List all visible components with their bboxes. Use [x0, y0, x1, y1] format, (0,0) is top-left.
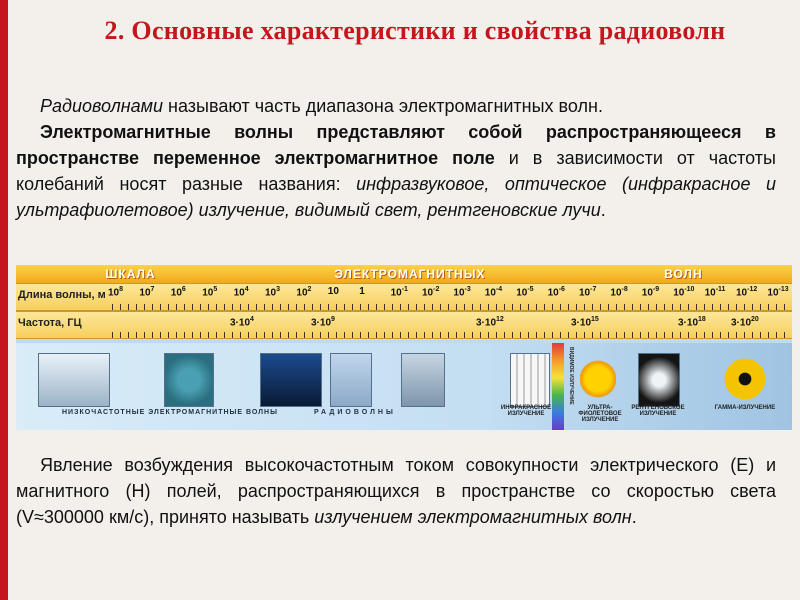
- wavelength-ticks: [112, 304, 792, 310]
- wavelength-tick-label: $10^3$: [265, 286, 281, 299]
- wavelength-tick-label: $10^6$: [170, 286, 186, 299]
- wavelength-tick-label: $10^{-9}$: [641, 286, 660, 299]
- wavelength-tick-label: $10^{-5}$: [516, 286, 534, 299]
- header-word-3: ВОЛН: [664, 267, 703, 281]
- frequency-tick-label: $3\cdot 10^{12}$: [476, 316, 504, 329]
- wavelength-tick-label: $10^5$: [202, 286, 218, 299]
- band-radio-label: РАДИОВОЛНЫ: [314, 409, 396, 416]
- xray-image: [638, 353, 680, 407]
- wavelength-tick-label: $10^2$: [296, 286, 312, 299]
- heater-image: [510, 353, 550, 407]
- wavelength-tick-label: $10^{-2}$: [422, 286, 440, 299]
- tower-image: [330, 353, 372, 407]
- wavelength-tick-label: 1: [359, 286, 365, 297]
- frequency-ticks: [112, 332, 792, 338]
- tv-image: [260, 353, 322, 407]
- frequency-tick-label: $3\cdot 10^{15}$: [571, 316, 599, 329]
- radiation-types: инфразвуковое, оптическое (инфракрасное и ультрафиолетовое) излучение, видимый свет, рентгеновские лучи: [16, 174, 776, 220]
- accent-bar: [0, 0, 8, 600]
- wavelength-tick-label: $10^{-1}$: [390, 286, 408, 299]
- intro-paragraph: Радиоволнами называют часть диапазона электромагнитных волн. Электромагнитные волны представляют собой распространяющееся в пространстве переменное электромагнитное поле и в зависимости от частоты колебаний носят разные названия: инфразвуковое, оптическое (инфракрасное и ультрафиолетовое) излучение, видимый свет, рентгеновские лучи.: [16, 96, 776, 220]
- electromagnetic-spectrum-scale: [16, 265, 792, 430]
- uv-caption: УЛЬТРА-ФИОЛЕТОВОЕ ИЗЛУЧЕНИЕ: [578, 405, 622, 423]
- frequency-tick-label: $3\cdot 10^4$: [230, 316, 254, 329]
- wavelength-tick-label: $10^{-11}$: [704, 286, 726, 299]
- sun-image: [580, 353, 616, 405]
- gamma-caption: ГАММА-ИЗЛУЧЕНИЕ: [714, 405, 776, 411]
- wavelength-tick-label: $10^{-4}$: [484, 286, 503, 299]
- wavelength-tick-label: $10^{-3}$: [453, 286, 471, 299]
- wavelength-tick-label: $10^{-13}$: [767, 286, 789, 299]
- wavelength-row: [16, 283, 792, 311]
- wavelength-tick-label: $10^{-7}$: [579, 286, 597, 299]
- wavelength-tick-label: $10^{-8}$: [610, 286, 628, 299]
- wavelength-tick-label: $10^4$: [233, 286, 249, 299]
- closing-emphasis: излучением электромагнитных волн: [314, 507, 632, 527]
- frequency-tick-label: $3\cdot 10^{20}$: [731, 316, 759, 329]
- wavelength-tick-label: $10^{-6}$: [547, 286, 565, 299]
- wavelength-tick-label: $10^{-10}$: [673, 286, 695, 299]
- header-word-2: ЭЛЕКТРОМАГНИТНЫХ: [334, 267, 486, 281]
- frequency-tick-label: $3\cdot 10^9$: [311, 316, 335, 329]
- header-word-1: ШКАЛА: [105, 267, 156, 281]
- scale-header: [16, 265, 792, 283]
- xray-caption: РЕНТГЕНОВСКОЕ ИЗЛУЧЕНИЕ: [631, 405, 685, 417]
- closing-text: Явление возбуждения высокочастотным током совокупности электрического (Е) и магнитного (Н) полей, распространяющихся в пространстве со скоростью света (V≈300000 км/с), принято называть: [16, 455, 776, 527]
- visible-caption: ВИДИМОЕ ИЗЛУЧЕНИЕ: [568, 347, 574, 405]
- frequency-tick-label: $3\cdot 10^{18}$: [678, 316, 706, 329]
- antenna-image: [401, 353, 445, 407]
- infrared-caption: ИНФРАКРАСНОЕ ИЗЛУЧЕНИЕ: [500, 405, 552, 417]
- band-low-label: НИЗКОЧАСТОТНЫЕ ЭЛЕКТРОМАГНИТНЫЕ ВОЛНЫ: [62, 409, 278, 416]
- term-radiowaves: Радиоволнами: [40, 96, 164, 116]
- slide-title: 2. Основные характеристики и свойства радиоволн: [104, 16, 726, 45]
- generator-image: [164, 353, 214, 407]
- closing-paragraph: Явление возбуждения высокочастотным током совокупности электрического (Е) и магнитного (Н) полей, распространяющихся в пространстве со скоростью света (V≈300000 км/с), принято называть излучением электромагнитных волн.: [16, 455, 776, 527]
- power-lines-image: [38, 353, 110, 407]
- frequency-label: Частота, ГЦ: [18, 317, 82, 329]
- wavelength-tick-label: $10^{-12}$: [736, 286, 758, 299]
- wavelength-label: Длина волны, м: [18, 289, 106, 301]
- wavelength-tick-label: 10: [327, 286, 339, 297]
- radiation-sign-image: [724, 353, 766, 405]
- frequency-row: [16, 311, 792, 339]
- wavelength-tick-label: $10^8$: [108, 286, 124, 299]
- intro-sentence-2: и в зависимости от частоты колебаний носят разные названия:: [16, 148, 776, 194]
- wavelength-tick-label: $10^7$: [139, 286, 155, 299]
- definition-bold: Электромагнитные волны представляют собой распространяющееся в пространстве переменное электромагнитное поле: [16, 122, 776, 168]
- intro-sentence-1: называют часть диапазона электромагнитных волн.: [163, 96, 603, 116]
